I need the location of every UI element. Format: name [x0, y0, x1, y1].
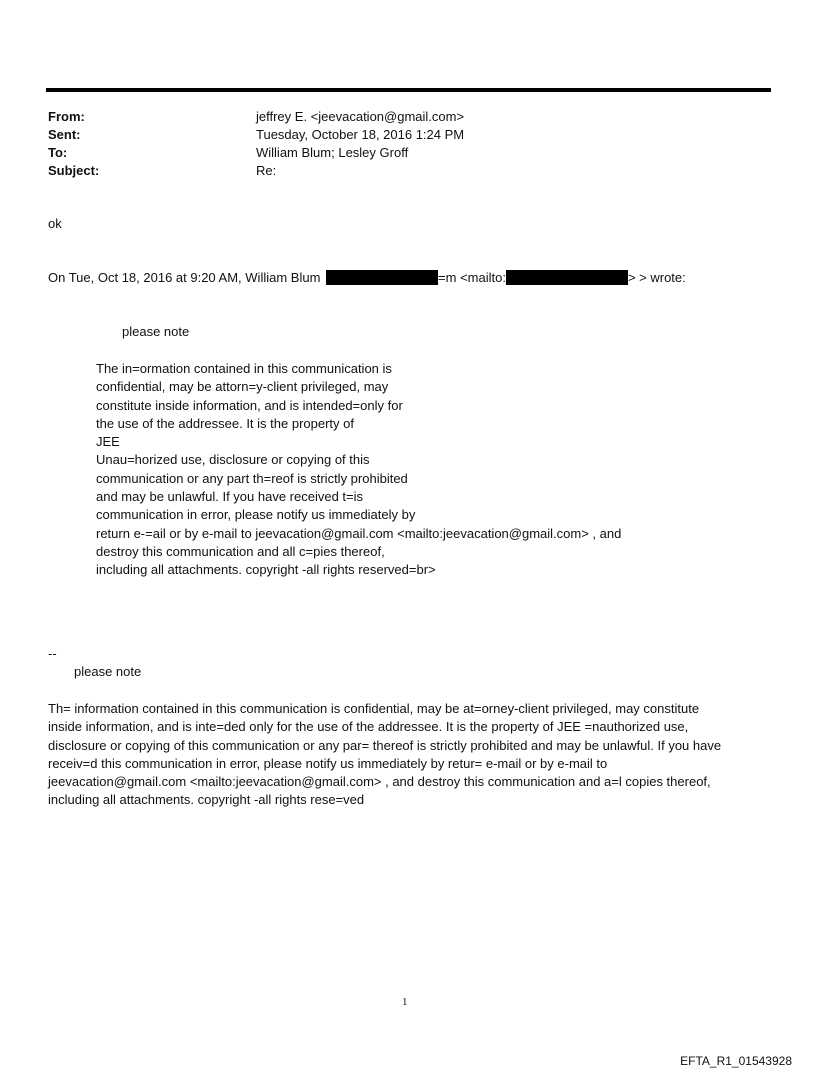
email-header: [48, 108, 464, 180]
redaction-box: [506, 270, 628, 285]
quote-intro-part1: On Tue, Oct 18, 2016 at 9:20 AM, William Blum: [48, 270, 321, 285]
outer-please-note: please note: [74, 664, 142, 679]
bates-number: EFTA_R1_01543928: [680, 1054, 792, 1068]
subject-row: [48, 162, 464, 180]
inner-disclaimer-line: Unau=horized use, disclosure or copying of this: [96, 452, 370, 468]
outer-disclaimer: [48, 700, 721, 810]
inner-disclaimer-line: the use of the addressee. It is the property of: [96, 415, 354, 431]
redaction-box: [326, 270, 438, 285]
from-value: jeffrey E. <jeevacation@gmail.com>: [256, 109, 465, 124]
inner-disclaimer-line: destroy this communication and all c=pies thereof,: [96, 543, 385, 559]
sent-value: Tuesday, October 18, 2016 1:24 PM: [256, 127, 465, 142]
outer-disclaimer-line: Th= information contained in this communication is confidential, may be at=orney-client privileged, may constitute: [48, 701, 700, 716]
reply-text: ok: [48, 216, 62, 231]
to-label: To:: [48, 145, 68, 160]
inner-disclaimer: [96, 360, 621, 580]
inner-please-note: please note: [122, 324, 190, 339]
to-value: William Blum; Lesley Groff: [256, 145, 409, 160]
quote-intro-part3: > > wrote:: [627, 270, 686, 285]
inner-disclaimer-line: The in=ormation contained in this communication is: [96, 361, 392, 376]
header-divider: [46, 88, 771, 92]
inner-disclaimer-line: including all attachments. copyright -all rights reserved=br>: [96, 562, 436, 578]
subject-label: Subject:: [48, 163, 100, 178]
quote-intro-part2: =m <mailto:: [438, 270, 506, 285]
outer-disclaimer-line: inside information, and is inte=ded only for the use of the addressee. It is the property of JEE =nauthorized use,: [48, 719, 689, 735]
page-number: 1: [402, 996, 408, 1008]
to-row: [48, 144, 464, 162]
outer-disclaimer-line: disclosure or copying of this communication or any par= thereof is strictly prohibited and may be unlawful. If you have: [48, 737, 722, 753]
outer-disclaimer-line: jeevacation@gmail.com <mailto:jeevacation@gmail.com> , and destroy this communication and a=l copies thereof,: [48, 774, 711, 790]
inner-disclaimer-line: communication or any part th=reof is strictly prohibited: [96, 470, 408, 486]
subject-value: Re:: [256, 163, 277, 178]
from-row: [48, 108, 464, 126]
inner-disclaimer-line: constitute inside information, and is intended=only for: [96, 397, 403, 413]
inner-disclaimer-line: JEE: [96, 434, 120, 450]
outer-disclaimer-line: including all attachments. copyright -all rights rese=ved: [48, 792, 365, 808]
signature-separator: --: [48, 646, 57, 661]
quote-intro: [48, 270, 686, 285]
outer-disclaimer-line: receiv=d this communication in error, please notify us immediately by retur= e-mail or by e-mail to: [48, 755, 608, 771]
sent-label: Sent:: [48, 127, 81, 142]
inner-disclaimer-line: communication in error, please notify us immediately by: [96, 507, 416, 523]
inner-disclaimer-line: and may be unlawful. If you have received t=is: [96, 489, 364, 505]
inner-disclaimer-line: confidential, may be attorn=y-client privileged, may: [96, 379, 389, 395]
from-label: From:: [48, 109, 85, 124]
inner-disclaimer-line: return e-=ail or by e-mail to jeevacation@gmail.com <mailto:jeevacation@gmail.com> , and: [96, 525, 622, 541]
sent-row: [48, 126, 464, 144]
